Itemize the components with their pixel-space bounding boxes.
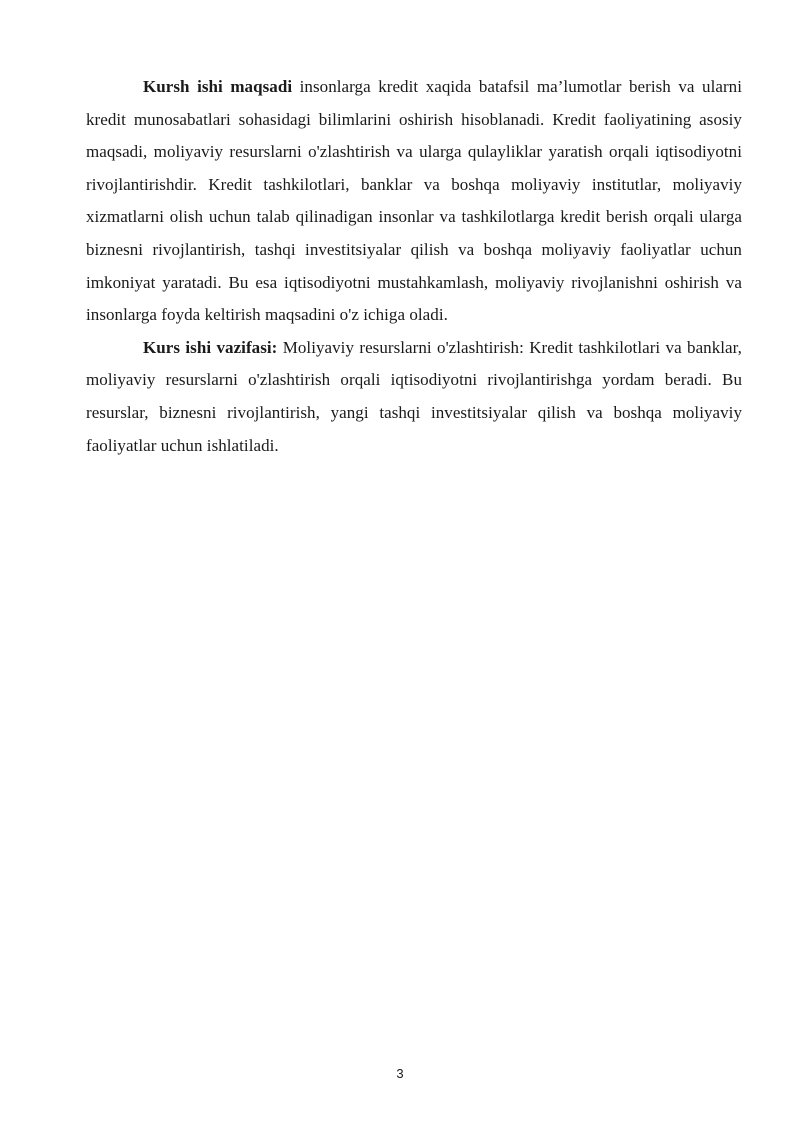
paragraph-kurs-vazifasi — [86, 332, 742, 462]
paragraph-lead-bold: Kursh ishi maqsadi — [143, 77, 293, 96]
paragraph-text: insonlarga kredit xaqida batafsil ma’lumotlar berish va ularni kredit munosabatlari sohasidagi bilimlarini oshirish hisoblanadi. Kredit faoliyatining asosiy maqsadi, moliyaviy resurslarni o'zlashtirish va ularga qulayliklar yaratish orqali iqtisodiyotni rivojlantirishdir. Kredit tashkilotlari, banklar va boshqa moliyaviy institutlar, moliyaviy xizmatlarni olish uchun talab qilinadigan insonlar va tashkilotlarga kredit berish orqali ularga biznesni rivojlantirish, tashqi investitsiyalar qilish va boshqa moliyaviy faoliyatlar uchun imkoniyat yaratadi. Bu esa iqtisodiyotni mustahkamlash, moliyaviy rivojlanishni oshirish va insonlarga foyda keltirish maqsadini o'z ichiga oladi. — [86, 77, 742, 325]
paragraph-lead-bold: Kurs ishi vazifasi: — [143, 337, 278, 357]
paragraph-text: Moliyaviy resurslarni o'zlashtirish: Kredit tashkilotlari va banklar, moliyaviy resurslarni o'zlashtirish orqali iqtisodiyotni rivojlantirishga yordam beradi. Bu resurslar, biznesni rivojlantirish, yangi tashqi investitsiyalar qilish va boshqa moliyaviy faoliyatlar uchun ishlatiladi. — [86, 337, 742, 455]
paragraph-kurs-maqsadi — [86, 71, 742, 332]
document-body — [86, 71, 742, 462]
page-number: 3 — [396, 1066, 404, 1081]
